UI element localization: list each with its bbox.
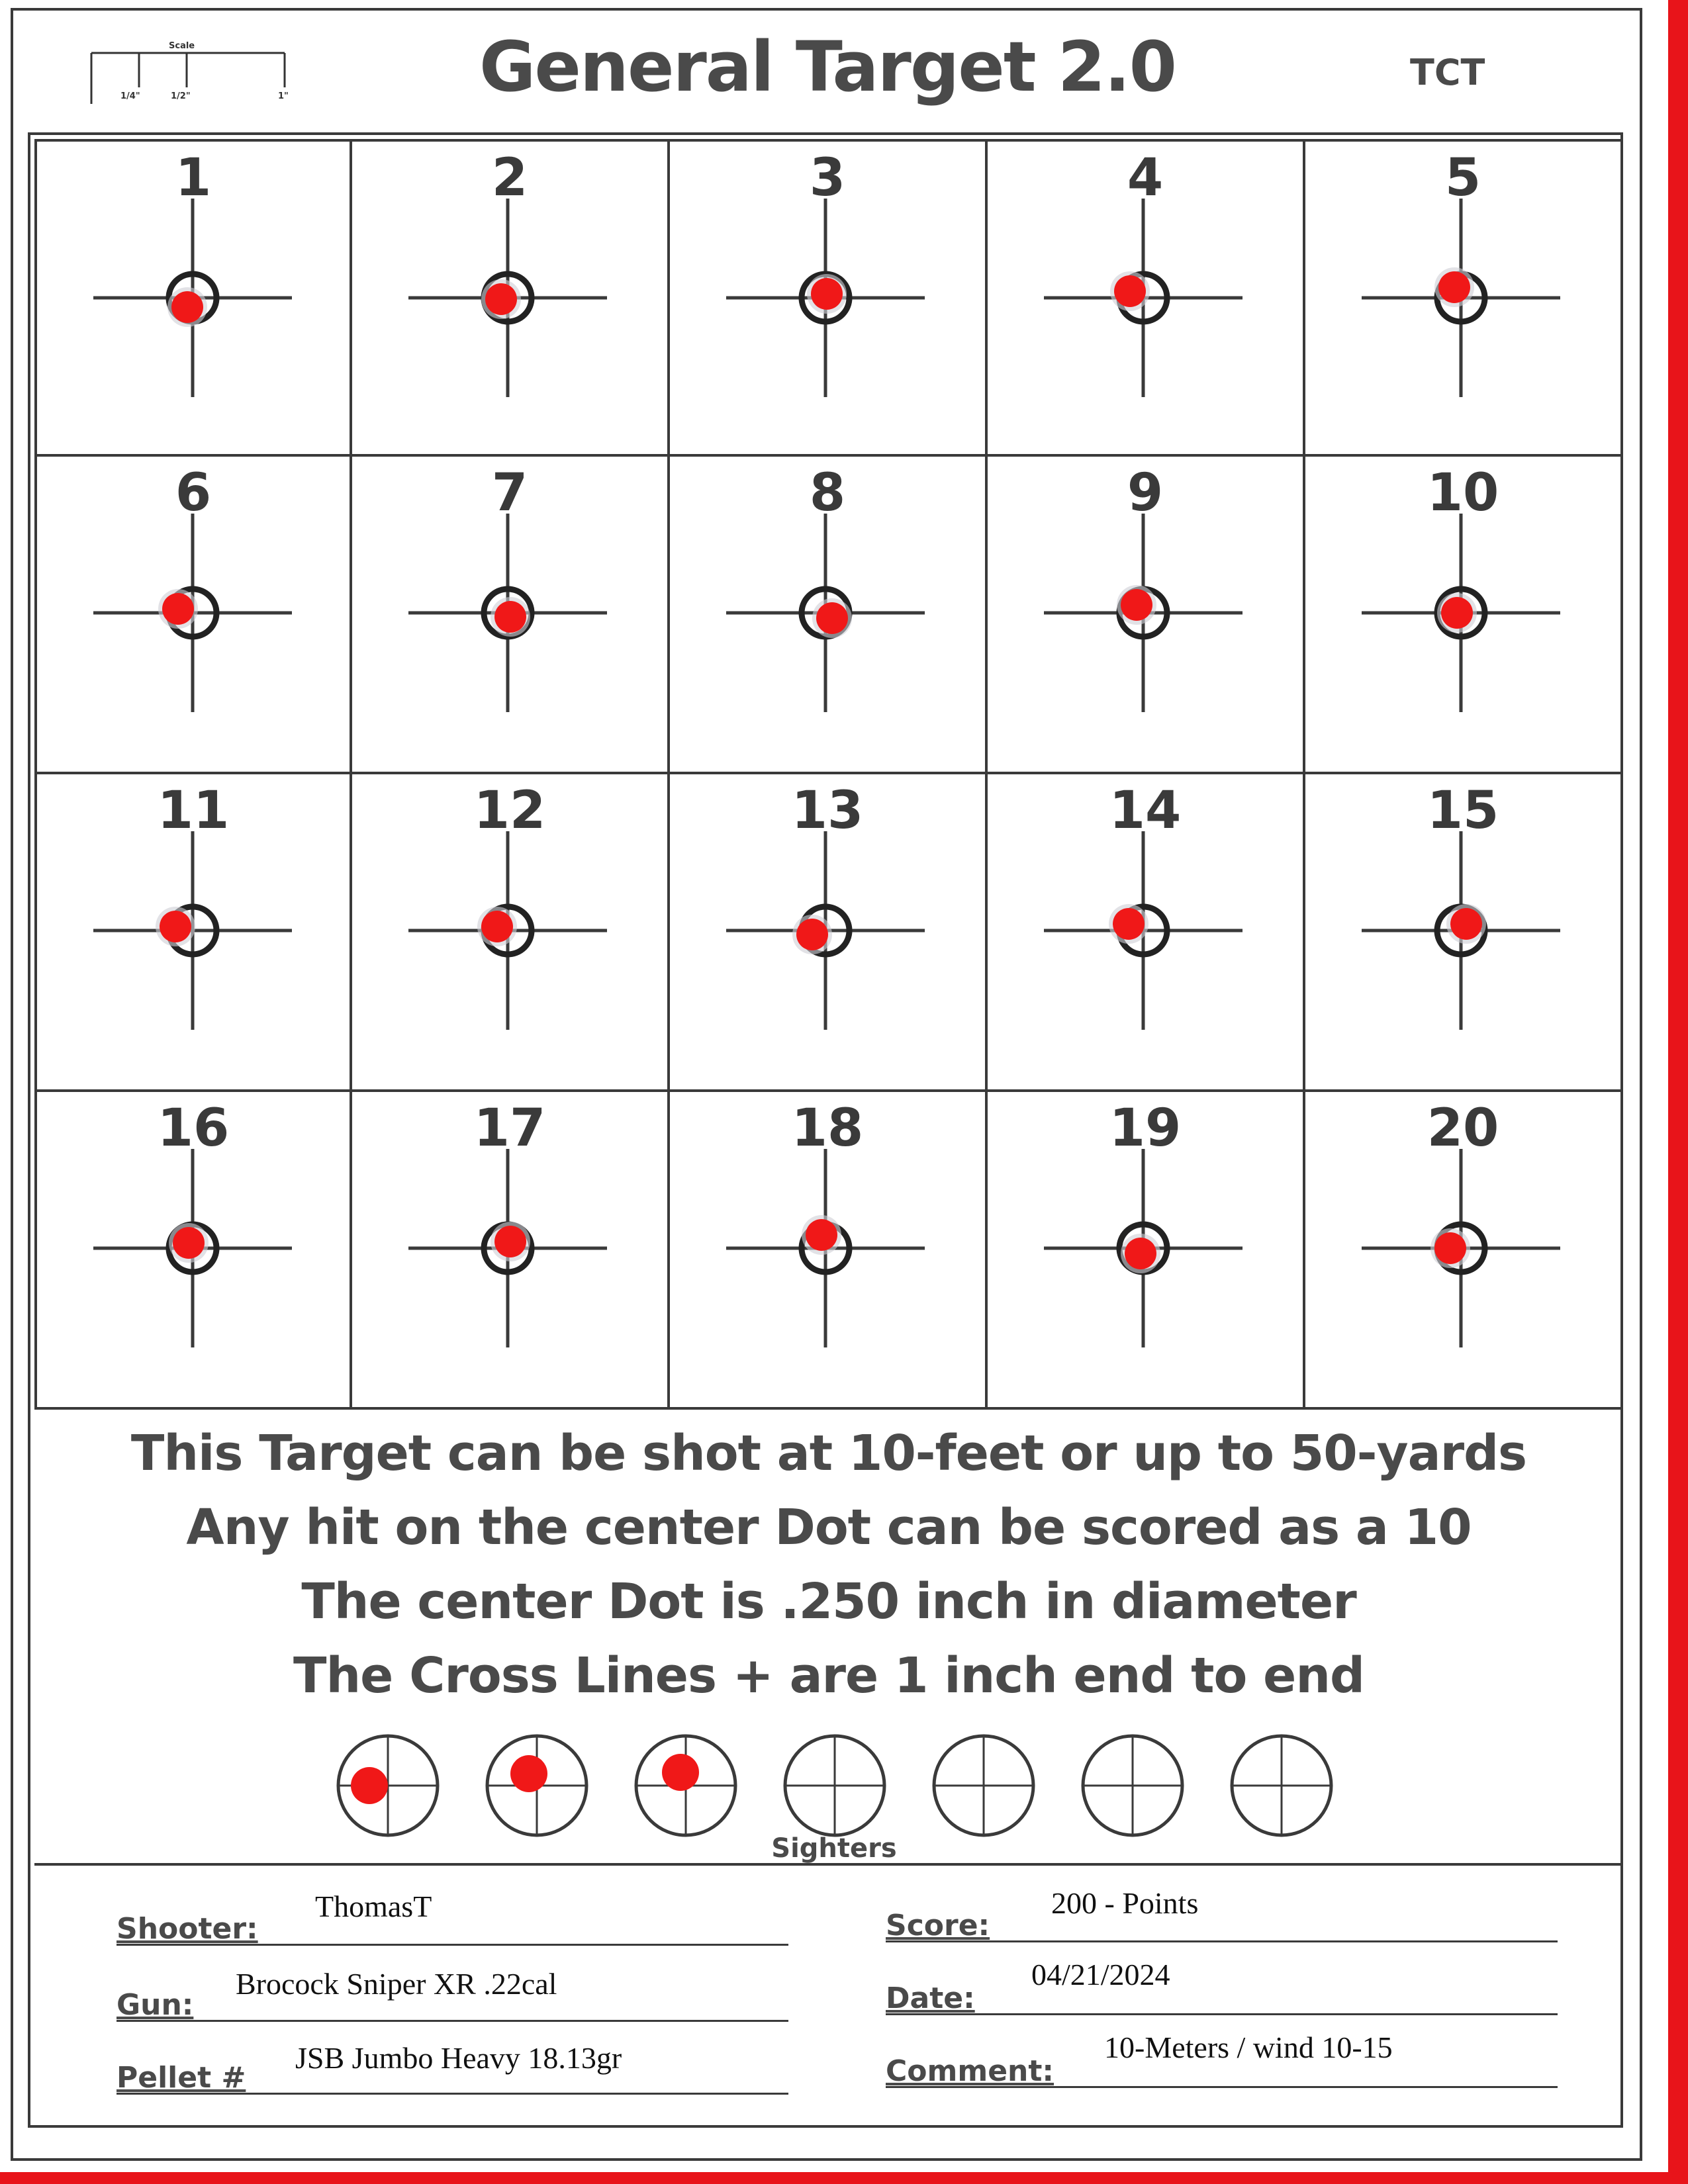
target-cell [34, 457, 352, 774]
crosshair-target [1305, 457, 1623, 774]
crosshair-target [670, 774, 988, 1092]
target-number: 2 [491, 148, 528, 208]
pellet-value: JSB Jumbo Heavy 18.13gr [295, 2041, 622, 2075]
target-cell [1305, 1092, 1623, 1410]
crosshair-target [352, 457, 670, 774]
pellet-hit [1121, 589, 1152, 621]
pellet-hit [811, 278, 843, 310]
instruction-line: This Target can be shot at 10-feet or up to 50-yards [130, 1425, 1527, 1482]
pellet-hit [485, 283, 517, 315]
instruction-line: Any hit on the center Dot can be scored as a 10 [186, 1499, 1472, 1556]
date-line [886, 2013, 1558, 2015]
red-edge-right [1668, 0, 1688, 2184]
scale-label: Scale [169, 41, 195, 51]
pellet-hit [1441, 597, 1473, 629]
target-cell [670, 774, 988, 1092]
crosshair-target [352, 1092, 670, 1410]
target-cell [34, 1092, 352, 1410]
target-number: 7 [491, 463, 528, 523]
scale-legend [86, 41, 298, 107]
pellet-hit [816, 602, 848, 634]
target-number: 3 [809, 148, 846, 208]
pellet-hit [481, 911, 513, 942]
target-cell [670, 457, 988, 774]
crosshair-target [988, 457, 1305, 774]
crosshair-target [37, 774, 355, 1092]
crosshair-target [988, 774, 1305, 1092]
target-cell [670, 139, 988, 457]
target-cell [988, 1092, 1305, 1410]
target-number: 8 [809, 463, 846, 523]
gun-value: Brocock Sniper XR .22cal [236, 1967, 557, 2001]
sighter-hit [351, 1767, 388, 1804]
form-divider [34, 1863, 1623, 1866]
target-cell [988, 457, 1305, 774]
target-number: 15 [1427, 781, 1499, 841]
crosshair-target [352, 774, 670, 1092]
pellet-hit [494, 1226, 526, 1257]
target-number: 17 [473, 1099, 546, 1158]
target-number: 4 [1127, 148, 1164, 208]
sighter-hit [510, 1755, 547, 1792]
scale-tick-inch: 1" [278, 91, 289, 101]
target-number: 1 [175, 148, 212, 208]
comment-value: 10-Meters / wind 10-15 [1104, 2030, 1393, 2064]
crosshair-target [670, 1092, 988, 1410]
pellet-hit [1438, 271, 1470, 303]
comment-label: Comment: [886, 2054, 1055, 2088]
crosshair-target [37, 1092, 355, 1410]
score-label: Score: [886, 1909, 990, 1942]
target-cell [352, 457, 670, 774]
crosshair-target [670, 142, 988, 459]
instruction-line: The center Dot is .250 inch in diameter [301, 1573, 1356, 1630]
pellet-hit [1450, 908, 1482, 940]
sighter-hit [662, 1754, 699, 1791]
pellet-hit [162, 593, 194, 625]
target-cell [352, 1092, 670, 1410]
target-number: 6 [175, 463, 212, 523]
red-edge-bottom [0, 2172, 1688, 2184]
crosshair-target [988, 142, 1305, 459]
pellet-hit [171, 291, 203, 323]
pellet-hit [796, 919, 828, 950]
pellet-field[interactable] [117, 2035, 788, 2095]
target-cell [988, 774, 1305, 1092]
instruction-line: The Cross Lines + are 1 inch end to end [293, 1647, 1364, 1704]
crosshair-target [352, 142, 670, 459]
target-number: 12 [473, 781, 546, 841]
target-cell [1305, 457, 1623, 774]
crosshair-target [37, 142, 355, 459]
target-number: 9 [1127, 463, 1164, 523]
date-value: 04/21/2024 [1031, 1958, 1170, 1991]
shooter-field[interactable] [117, 1886, 788, 1946]
pellet-hit [806, 1219, 837, 1251]
target-number: 19 [1109, 1099, 1182, 1158]
target-number: 14 [1109, 781, 1182, 841]
target-cell [988, 139, 1305, 457]
scale-tick-half: 1/2" [171, 91, 191, 101]
target-cell [34, 139, 352, 457]
pellet-hit [1113, 908, 1145, 940]
pellet-hit [494, 601, 526, 633]
target-number: 11 [157, 781, 230, 841]
crosshair-target [37, 457, 355, 774]
crosshair-target [1305, 1092, 1623, 1410]
target-number: 10 [1427, 463, 1499, 523]
crosshair-target [988, 1092, 1305, 1410]
sighter-row [331, 1727, 1357, 1846]
score-field[interactable] [886, 1883, 1558, 1942]
sighters-graphic [331, 1727, 1357, 1846]
pellet-label: Pellet # [117, 2061, 246, 2095]
date-label: Date: [886, 1981, 975, 2015]
crosshair-target [1305, 774, 1623, 1092]
brand-tag: TCT [1410, 52, 1485, 93]
shooter-label: Shooter: [117, 1912, 258, 1946]
target-cell [1305, 774, 1623, 1092]
gun-field[interactable] [117, 1962, 788, 2022]
target-number: 20 [1427, 1099, 1499, 1158]
comment-field[interactable] [886, 2028, 1558, 2088]
sighters-label: Sighters [771, 1833, 897, 1864]
target-grid [34, 139, 1623, 1410]
pellet-hit [1434, 1232, 1466, 1264]
target-cell [670, 1092, 988, 1410]
gun-line [117, 2020, 788, 2022]
date-field[interactable] [886, 1956, 1558, 2015]
page-title: General Target 2.0 [479, 26, 1176, 107]
pellet-hit [1114, 275, 1146, 307]
pellet-hit [1125, 1238, 1156, 1269]
target-number: 13 [791, 781, 864, 841]
pellet-hit [160, 911, 191, 942]
crosshair-target [670, 457, 988, 774]
target-number: 5 [1444, 148, 1481, 208]
crosshair-target [1305, 142, 1623, 459]
scale-tick-quarter: 1/4" [120, 91, 140, 101]
target-cell [1305, 139, 1623, 457]
gun-label: Gun: [117, 1988, 194, 2022]
target-cell [34, 774, 352, 1092]
target-number: 18 [791, 1099, 864, 1158]
score-value: 200 - Points [1051, 1886, 1199, 1920]
target-number: 16 [157, 1099, 230, 1158]
shooter-value: ThomasT [315, 1889, 432, 1923]
target-cell [352, 774, 670, 1092]
target-cell [352, 139, 670, 457]
pellet-hit [173, 1227, 205, 1259]
instructions [34, 1416, 1623, 1713]
